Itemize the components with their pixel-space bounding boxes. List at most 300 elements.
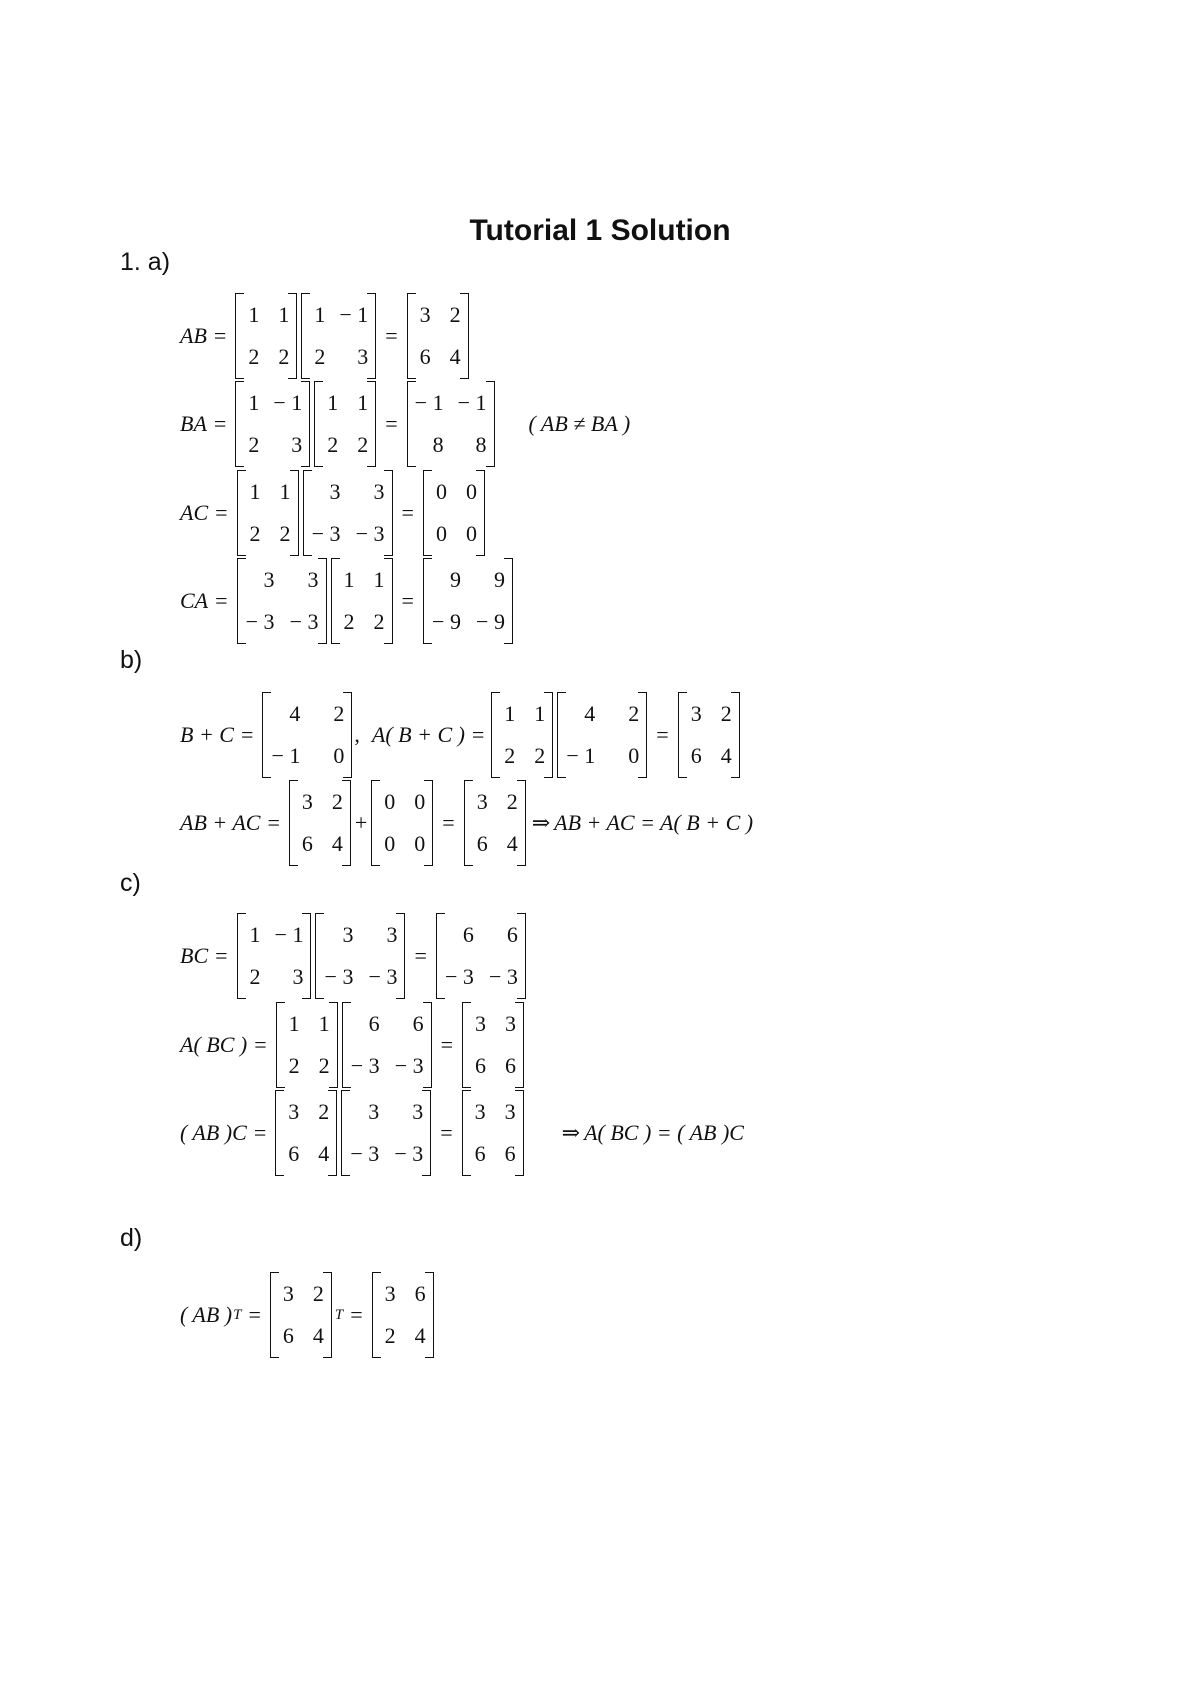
matrix-cell: − 1 <box>566 743 596 768</box>
matrix-cell: − 9 <box>432 609 461 634</box>
matrix-cell: 4 <box>331 831 343 856</box>
matrix-cell: 1 <box>534 701 546 726</box>
bracket-tick <box>290 865 298 866</box>
matrix-cell: 1 <box>248 302 260 327</box>
equation-ca <box>180 558 515 644</box>
matrix-a <box>331 558 393 644</box>
matrix-cell: 1 <box>373 567 385 592</box>
bracket-tick <box>558 777 566 778</box>
bracket-tick <box>290 555 298 556</box>
matrix-b <box>301 293 376 379</box>
matrix-cell: − 1 <box>273 390 303 415</box>
bracket-tick <box>301 466 309 467</box>
matrix-cell: 2 <box>278 344 290 369</box>
plus-sign: + <box>354 810 368 835</box>
matrix-cell: 0 <box>333 743 345 768</box>
matrix-ac <box>371 780 433 866</box>
matrix-cell: − 3 <box>355 521 385 546</box>
equals-sign: = <box>414 943 427 968</box>
bracket-tick <box>277 1002 285 1003</box>
matrix-cell: 3 <box>368 1099 380 1124</box>
matrix-cell: 2 <box>331 789 343 814</box>
matrix-cell: 4 <box>312 1323 324 1348</box>
matrix-cell: − 3 <box>444 964 474 989</box>
bracket-tick <box>424 470 432 471</box>
matrix-cell: 0 <box>384 831 396 856</box>
matrix-cell: 0 <box>465 479 477 504</box>
matrix-cell: 3 <box>301 789 313 814</box>
equation-bc <box>180 913 528 999</box>
matrix-cell: 4 <box>584 701 596 726</box>
bracket-tick <box>396 998 404 999</box>
bracket-tick <box>424 865 432 866</box>
bracket-tick <box>425 1357 433 1358</box>
bracket-tick <box>517 865 525 866</box>
matrix-cell: 6 <box>476 831 488 856</box>
matrix-cell: 0 <box>414 789 426 814</box>
matrix-cell: 2 <box>449 302 461 327</box>
bracket-tick <box>315 381 323 382</box>
matrix-cell: 3 <box>419 302 431 327</box>
matrix-cell: 0 <box>414 831 426 856</box>
matrix-cell: 2 <box>312 1281 324 1306</box>
bracket-tick <box>315 466 323 467</box>
equation-lhs: AB <box>180 323 207 348</box>
equals-sign: = <box>215 500 228 525</box>
bracket-tick <box>328 1090 336 1091</box>
matrix-cell: − 3 <box>324 964 354 989</box>
matrix-ab <box>270 1272 332 1358</box>
matrix-c <box>315 913 405 999</box>
matrix-cell: 4 <box>289 701 301 726</box>
bracket-tick <box>384 643 392 644</box>
part-b-label: b) <box>120 646 143 674</box>
matrix-result <box>436 913 526 999</box>
matrix-cell: 0 <box>465 521 477 546</box>
matrix-cell: 6 <box>301 831 313 856</box>
bracket-tick <box>304 555 312 556</box>
matrix-a <box>314 381 376 467</box>
equation-lhs: BA <box>180 411 207 436</box>
equals-sign: = <box>350 1302 363 1327</box>
matrix-cell: − 1 <box>457 390 487 415</box>
matrix-cell: 1 <box>249 479 261 504</box>
bracket-tick <box>515 1175 523 1176</box>
matrix-cell: 6 <box>506 922 518 947</box>
implies-symbol: ⇒ <box>561 1120 581 1145</box>
matrix-cell: 1 <box>248 390 260 415</box>
bracket-tick <box>423 1002 431 1003</box>
bracket-tick <box>373 1272 381 1273</box>
bracket-tick <box>302 293 310 294</box>
bracket-tick <box>679 692 687 693</box>
bracket-tick <box>329 1002 337 1003</box>
equation-ba <box>180 381 630 467</box>
bracket-tick <box>384 470 392 471</box>
bracket-tick <box>517 780 525 781</box>
matrix-cell: 3 <box>412 1099 424 1124</box>
matrix-cell: − 3 <box>350 1053 380 1078</box>
matrix-cell: 1 <box>249 922 261 947</box>
bracket-tick <box>460 378 468 379</box>
bracket-tick <box>316 913 324 914</box>
equals-sign: = <box>385 323 398 348</box>
matrix-cell: 2 <box>628 701 640 726</box>
conclusion: A( BC ) = ( AB )C <box>584 1120 744 1145</box>
equation-mid: A( B + C ) = <box>371 722 486 747</box>
matrix-cell: 2 <box>343 609 355 634</box>
bracket-tick <box>515 1002 523 1003</box>
bracket-tick <box>422 1090 430 1091</box>
matrix-cell: − 3 <box>394 1053 424 1078</box>
bracket-tick <box>486 381 494 382</box>
matrix-cell: − 3 <box>368 964 398 989</box>
bracket-tick <box>544 692 552 693</box>
matrix-cell: 3 <box>373 479 385 504</box>
bracket-tick <box>424 780 432 781</box>
matrix-result <box>423 470 485 556</box>
equals-sign: = <box>240 722 254 747</box>
bracket-tick <box>263 777 271 778</box>
matrix-cell: 3 <box>386 922 398 947</box>
matrix-cell: − 1 <box>339 302 369 327</box>
equation-ab-c <box>180 1090 744 1176</box>
matrix-cell: 4 <box>506 831 518 856</box>
matrix-cell: 3 <box>505 1011 517 1036</box>
matrix-cell: 1 <box>288 1011 300 1036</box>
bracket-tick <box>372 780 380 781</box>
matrix-cell: 6 <box>414 1281 426 1306</box>
bracket-tick <box>408 293 416 294</box>
bracket-tick <box>236 293 244 294</box>
matrix-cell: 3 <box>263 567 275 592</box>
bracket-tick <box>558 692 566 693</box>
equals-sign: = <box>215 943 228 968</box>
matrix-cell: − 3 <box>311 521 341 546</box>
bracket-tick <box>515 1090 523 1091</box>
bracket-tick <box>343 692 351 693</box>
bracket-tick <box>372 865 380 866</box>
matrix-a <box>237 470 299 556</box>
bracket-tick <box>679 777 687 778</box>
matrix-cell: 8 <box>432 432 444 457</box>
equation-lhs: A( BC ) <box>180 1032 248 1057</box>
matrix-cell: 2 <box>248 432 260 457</box>
bracket-tick <box>424 558 432 559</box>
equals-sign: = <box>440 1032 454 1057</box>
bracket-tick <box>238 913 246 914</box>
bracket-tick <box>638 692 646 693</box>
bracket-tick <box>236 381 244 382</box>
matrix-cell: 2 <box>288 1053 300 1078</box>
matrix-a <box>235 293 297 379</box>
transpose-superscript: T <box>334 1306 344 1323</box>
bracket-tick <box>731 692 739 693</box>
bracket-tick <box>318 643 326 644</box>
bracket-tick <box>486 466 494 467</box>
bracket-tick <box>342 1175 350 1176</box>
bracket-tick <box>342 865 350 866</box>
matrix-cell: 3 <box>288 1099 300 1124</box>
matrix-cell: 9 <box>493 567 505 592</box>
bracket-tick <box>288 293 296 294</box>
bracket-tick <box>504 643 512 644</box>
bracket-tick <box>384 555 392 556</box>
bracket-tick <box>463 1002 471 1003</box>
bracket-tick <box>396 913 404 914</box>
matrix-result <box>407 381 495 467</box>
bracket-tick <box>332 643 340 644</box>
matrix-cell: 6 <box>690 743 702 768</box>
equals-sign: = <box>253 1120 267 1145</box>
part-d-label: d) <box>120 1224 143 1252</box>
equals-sign: = <box>401 588 414 613</box>
equals-sign: = <box>267 810 280 835</box>
matrix-cell: 0 <box>435 479 447 504</box>
matrix-cell: 1 <box>327 390 339 415</box>
bracket-tick <box>302 913 310 914</box>
bracket-tick <box>271 1357 279 1358</box>
matrix-ab <box>275 1090 337 1176</box>
matrix-cell: 3 <box>690 701 702 726</box>
matrix-cell: 3 <box>357 344 369 369</box>
bracket-tick <box>465 865 473 866</box>
matrix-cell: − 3 <box>394 1141 424 1166</box>
bracket-tick <box>301 381 309 382</box>
matrix-cell: − 3 <box>350 1141 380 1166</box>
bracket-tick <box>437 913 445 914</box>
equation-lhs: AB + AC <box>180 810 261 835</box>
matrix-cell: 4 <box>720 743 732 768</box>
matrix-result <box>678 692 740 778</box>
matrix-cell: 3 <box>282 1281 294 1306</box>
matrix-cell: 6 <box>505 1053 517 1078</box>
matrix-cell: 3 <box>384 1281 396 1306</box>
bracket-tick <box>367 466 375 467</box>
matrix-cell: 3 <box>504 1099 516 1124</box>
bracket-tick <box>492 692 500 693</box>
bracket-tick <box>236 466 244 467</box>
matrix-cell: 2 <box>506 789 518 814</box>
matrix-cell: 1 <box>504 701 516 726</box>
matrix-cell: 9 <box>449 567 461 592</box>
equation-ac <box>180 470 487 556</box>
equals-sign: = <box>401 500 414 525</box>
equals-sign: = <box>442 810 455 835</box>
matrix-result <box>423 558 513 644</box>
matrix-cell: 3 <box>329 479 341 504</box>
bracket-tick <box>277 1087 285 1088</box>
matrix-c <box>341 1090 431 1176</box>
bracket-tick <box>271 1272 279 1273</box>
matrix-cell: 2 <box>373 609 385 634</box>
bracket-tick <box>288 378 296 379</box>
bracket-tick <box>342 1090 350 1091</box>
bracket-tick <box>342 780 350 781</box>
bracket-tick <box>236 378 244 379</box>
matrix-c <box>237 558 327 644</box>
bracket-tick <box>238 555 246 556</box>
bracket-tick <box>316 998 324 999</box>
bracket-tick <box>238 470 246 471</box>
matrix-cell: 0 <box>435 521 447 546</box>
matrix-cell: 2 <box>249 964 261 989</box>
bracket-tick <box>276 1090 284 1091</box>
bracket-tick <box>367 381 375 382</box>
bracket-tick <box>544 777 552 778</box>
conclusion: AB + AC = A( B + C ) <box>554 810 754 835</box>
matrix-cell: 4 <box>449 344 461 369</box>
matrix-result <box>407 293 469 379</box>
implies-symbol: ⇒ <box>531 810 551 835</box>
bracket-tick <box>422 1175 430 1176</box>
bracket-tick <box>276 1175 284 1176</box>
matrix-cell: 3 <box>292 964 304 989</box>
matrix-ab <box>289 780 351 866</box>
matrix-cell: − 1 <box>414 390 444 415</box>
bracket-tick <box>408 381 416 382</box>
matrix-result <box>462 1002 524 1088</box>
matrix-sum <box>262 692 352 778</box>
equals-sign: = <box>213 323 227 348</box>
matrix-cell: 4 <box>414 1323 426 1348</box>
matrix-bc <box>342 1002 432 1088</box>
page-title: Tutorial 1 Solution <box>469 214 731 247</box>
bracket-tick <box>424 555 432 556</box>
matrix-cell: 2 <box>327 432 339 457</box>
bracket-tick <box>424 643 432 644</box>
matrix-a <box>276 1002 338 1088</box>
bracket-tick <box>304 470 312 471</box>
bracket-tick <box>302 998 310 999</box>
bracket-tick <box>318 558 326 559</box>
matrix-cell: 6 <box>419 344 431 369</box>
equals-sign: = <box>254 1032 267 1057</box>
matrix-cell: 2 <box>318 1099 330 1124</box>
bracket-tick <box>463 1175 471 1176</box>
bracket-tick <box>460 293 468 294</box>
matrix-cell: 2 <box>720 701 732 726</box>
bracket-tick <box>343 1002 351 1003</box>
matrix-cell: 3 <box>342 922 354 947</box>
matrix-cell: 2 <box>504 743 516 768</box>
equals-sign: = <box>440 1120 453 1145</box>
bracket-tick <box>425 1272 433 1273</box>
bracket-tick <box>332 558 340 559</box>
matrix-cell: 3 <box>474 1099 486 1124</box>
bracket-tick <box>731 777 739 778</box>
equals-sign: = <box>248 1302 261 1327</box>
bracket-tick <box>290 470 298 471</box>
matrix-a <box>491 692 553 778</box>
matrix-cell: 8 <box>475 432 487 457</box>
equals-sign: = <box>385 411 398 436</box>
bracket-tick <box>323 1357 331 1358</box>
bracket-tick <box>302 378 310 379</box>
matrix-cell: 1 <box>278 302 290 327</box>
matrix-result <box>372 1272 434 1358</box>
part-a-label: 1. a) <box>120 248 171 276</box>
matrix-cell: 6 <box>474 1141 486 1166</box>
equals-sign: = <box>213 411 227 436</box>
matrix-cell: 1 <box>357 390 369 415</box>
matrix-cell: 3 <box>476 789 488 814</box>
part-c-label: c) <box>120 869 141 897</box>
matrix-cell: − 1 <box>274 922 304 947</box>
matrix-cell: 0 <box>628 743 640 768</box>
equation-ab-plus-ac <box>180 780 753 866</box>
equation-a-bc <box>180 1002 526 1088</box>
matrix-b <box>237 913 312 999</box>
bracket-tick <box>328 1175 336 1176</box>
bracket-tick <box>504 558 512 559</box>
matrix-cell: 3 <box>291 432 303 457</box>
bracket-tick <box>329 1087 337 1088</box>
matrix-cell: 2 <box>333 701 345 726</box>
equation-transpose <box>180 1272 436 1358</box>
matrix-cell: 3 <box>307 567 319 592</box>
matrix-cell: − 9 <box>476 609 505 634</box>
inequality-note: ( AB ≠ BA ) <box>528 411 631 436</box>
bracket-tick <box>476 555 484 556</box>
bracket-tick <box>343 777 351 778</box>
equation-lhs: AC <box>180 500 209 525</box>
bracket-tick <box>323 1272 331 1273</box>
bracket-tick <box>423 1087 431 1088</box>
matrix-result <box>462 1090 524 1176</box>
matrix-cell: − 1 <box>271 743 301 768</box>
matrix-b <box>235 381 310 467</box>
matrix-cell: 2 <box>279 521 291 546</box>
bracket-tick <box>238 558 246 559</box>
matrix-cell: 1 <box>343 567 355 592</box>
matrix-cell: 2 <box>249 521 261 546</box>
matrix-cell: 4 <box>318 1141 330 1166</box>
comma: , <box>354 722 360 747</box>
bracket-tick <box>367 378 375 379</box>
bracket-tick <box>463 1087 471 1088</box>
matrix-cell: 3 <box>475 1011 487 1036</box>
bracket-tick <box>465 780 473 781</box>
matrix-cell: 1 <box>318 1011 330 1036</box>
matrix-cell: 6 <box>282 1323 294 1348</box>
matrix-cell: 6 <box>368 1011 380 1036</box>
matrix-cell: 6 <box>504 1141 516 1166</box>
matrix-sum <box>557 692 647 778</box>
bracket-tick <box>463 1090 471 1091</box>
equals-sign: = <box>215 588 228 613</box>
matrix-cell: 2 <box>314 344 326 369</box>
bracket-tick <box>290 780 298 781</box>
bracket-tick <box>476 470 484 471</box>
bracket-tick <box>517 998 525 999</box>
matrix-cell: 0 <box>384 789 396 814</box>
equation-lhs: ( AB )C <box>180 1120 247 1145</box>
matrix-result <box>464 780 526 866</box>
matrix-cell: 2 <box>534 743 546 768</box>
equation-lhs: ( AB ) <box>180 1302 233 1327</box>
bracket-tick <box>638 777 646 778</box>
equals-sign: = <box>656 722 669 747</box>
matrix-cell: 6 <box>288 1141 300 1166</box>
equation-lhs: BC <box>180 943 209 968</box>
matrix-cell: 6 <box>412 1011 424 1036</box>
equation-ab <box>180 293 471 379</box>
matrix-cell: − 3 <box>245 609 275 634</box>
bracket-tick <box>343 1087 351 1088</box>
bracket-tick <box>437 998 445 999</box>
transpose-superscript: T <box>233 1306 242 1323</box>
